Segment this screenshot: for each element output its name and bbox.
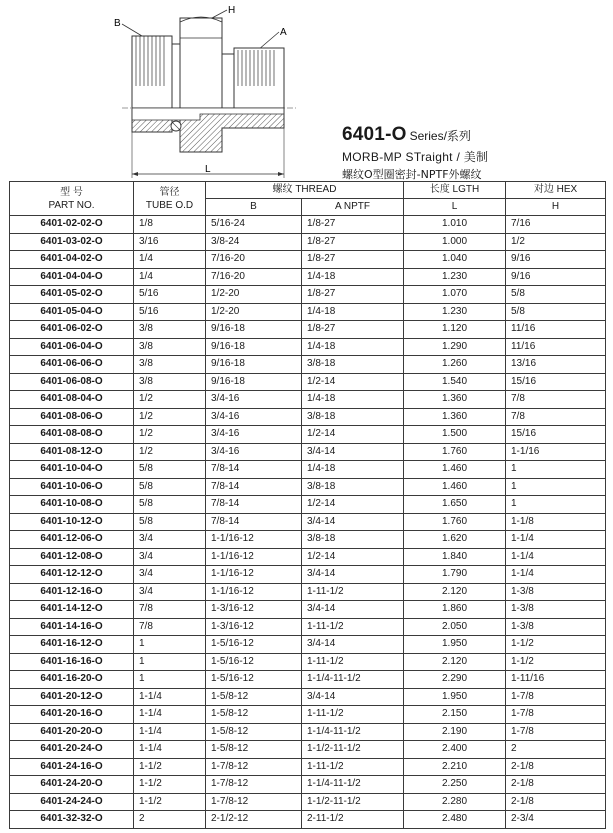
table-row (10, 706, 606, 724)
header-thread-b: B (206, 199, 302, 216)
thread-a-cell: 3/8-18 (302, 478, 404, 496)
thread-b-cell: 1-3/16-12 (206, 618, 302, 636)
thread-a-cell: 3/8-18 (302, 356, 404, 374)
table-row (10, 356, 606, 374)
length-cell: 2.150 (404, 706, 506, 724)
thread-a-cell: 1/2-14 (302, 496, 404, 514)
tube-od-cell: 1/8 (134, 216, 206, 234)
thread-b-cell: 1/2-20 (206, 303, 302, 321)
thread-a-cell: 2-11-1/2 (302, 811, 404, 829)
thread-a-cell: 1/2-14 (302, 373, 404, 391)
hex-cell: 11/16 (506, 338, 606, 356)
thread-a-cell: 3/4-14 (302, 566, 404, 584)
part-no-cell: 6401-02-02-O (10, 216, 134, 234)
thread-a-cell: 1/8-27 (302, 233, 404, 251)
hex-cell: 1 (506, 478, 606, 496)
part-no-cell: 6401-10-04-O (10, 461, 134, 479)
header-hex: 对边 HEX (506, 182, 606, 199)
hex-cell: 1-7/8 (506, 723, 606, 741)
part-no-cell: 6401-10-08-O (10, 496, 134, 514)
table-row (10, 653, 606, 671)
length-cell: 1.260 (404, 356, 506, 374)
tube-od-cell: 3/8 (134, 356, 206, 374)
length-cell: 1.540 (404, 373, 506, 391)
length-cell: 2.120 (404, 653, 506, 671)
tube-od-cell: 1-1/4 (134, 706, 206, 724)
length-cell: 1.120 (404, 321, 506, 339)
thread-b-cell: 1-5/16-12 (206, 653, 302, 671)
table-row (10, 513, 606, 531)
series-word: Series/系列 (409, 129, 471, 143)
tube-od-cell: 5/8 (134, 461, 206, 479)
tube-od-cell: 5/8 (134, 513, 206, 531)
thread-b-cell: 1-1/16-12 (206, 583, 302, 601)
length-cell: 1.460 (404, 478, 506, 496)
table-row (10, 478, 606, 496)
header-part-no: 型 号 PART NO. (10, 182, 134, 216)
table-row (10, 268, 606, 286)
thread-a-cell: 1-1/2-11-1/2 (302, 793, 404, 811)
thread-b-cell: 7/16-20 (206, 268, 302, 286)
hex-cell: 15/16 (506, 426, 606, 444)
thread-a-cell: 1-11-1/2 (302, 758, 404, 776)
thread-a-cell: 1-1/4-11-1/2 (302, 776, 404, 794)
tube-od-cell: 3/4 (134, 548, 206, 566)
table-row (10, 583, 606, 601)
length-cell: 1.790 (404, 566, 506, 584)
hex-cell: 1-1/4 (506, 566, 606, 584)
thread-a-cell: 1/8-27 (302, 251, 404, 269)
table-row (10, 776, 606, 794)
length-cell: 1.950 (404, 688, 506, 706)
label-h: H (228, 5, 236, 16)
tube-od-cell: 3/8 (134, 373, 206, 391)
part-no-cell: 6401-06-04-O (10, 338, 134, 356)
part-no-cell: 6401-24-16-O (10, 758, 134, 776)
hex-cell: 1-1/16 (506, 443, 606, 461)
thread-b-cell: 1-3/16-12 (206, 601, 302, 619)
thread-a-cell: 1-11-1/2 (302, 706, 404, 724)
table-row (10, 531, 606, 549)
thread-a-cell: 3/4-14 (302, 513, 404, 531)
tube-od-cell: 1 (134, 671, 206, 689)
part-no-cell: 6401-16-12-O (10, 636, 134, 654)
thread-a-cell: 1/4-18 (302, 303, 404, 321)
length-cell: 2.400 (404, 741, 506, 759)
thread-a-cell: 3/8-18 (302, 531, 404, 549)
hex-cell: 7/8 (506, 391, 606, 409)
tube-od-cell: 5/16 (134, 303, 206, 321)
hex-cell: 15/16 (506, 373, 606, 391)
part-no-cell: 6401-08-06-O (10, 408, 134, 426)
thread-a-cell: 1-1/2-11-1/2 (302, 741, 404, 759)
part-no-cell: 6401-03-02-O (10, 233, 134, 251)
table-row (10, 286, 606, 304)
subtitle-en: MORB-MP STraight / 美制 (342, 150, 489, 164)
tube-od-cell: 1-1/2 (134, 776, 206, 794)
tube-od-cell: 1/4 (134, 251, 206, 269)
thread-a-cell: 3/4-14 (302, 443, 404, 461)
part-no-cell: 6401-08-12-O (10, 443, 134, 461)
thread-a-cell: 1-11-1/2 (302, 583, 404, 601)
part-no-cell: 6401-04-02-O (10, 251, 134, 269)
thread-a-cell: 3/8-18 (302, 408, 404, 426)
table-row (10, 338, 606, 356)
thread-b-cell: 1-5/8-12 (206, 688, 302, 706)
thread-a-cell: 1-11-1/2 (302, 618, 404, 636)
table-row (10, 461, 606, 479)
tube-od-cell: 1/2 (134, 391, 206, 409)
table-row (10, 618, 606, 636)
title-block (342, 124, 488, 182)
thread-b-cell: 2-1/2-12 (206, 811, 302, 829)
header-tube-od: 管径 TUBE O.D (134, 182, 206, 216)
length-cell: 1.950 (404, 636, 506, 654)
thread-b-cell: 1-7/8-12 (206, 776, 302, 794)
thread-b-cell: 1-1/16-12 (206, 548, 302, 566)
hex-cell: 1-3/8 (506, 601, 606, 619)
thread-a-cell: 3/4-14 (302, 688, 404, 706)
length-cell: 2.190 (404, 723, 506, 741)
part-no-cell: 6401-08-04-O (10, 391, 134, 409)
part-no-cell: 6401-04-04-O (10, 268, 134, 286)
table-row (10, 233, 606, 251)
series-code: 6401-O (342, 124, 407, 145)
length-cell: 2.290 (404, 671, 506, 689)
part-no-cell: 6401-14-16-O (10, 618, 134, 636)
tube-od-cell: 3/4 (134, 566, 206, 584)
thread-b-cell: 7/8-14 (206, 478, 302, 496)
thread-b-cell: 5/16-24 (206, 216, 302, 234)
thread-b-cell: 7/8-14 (206, 513, 302, 531)
thread-b-cell: 3/8-24 (206, 233, 302, 251)
tube-od-cell: 1/2 (134, 426, 206, 444)
thread-b-cell: 7/16-20 (206, 251, 302, 269)
length-cell: 1.620 (404, 531, 506, 549)
thread-b-cell: 1-1/16-12 (206, 566, 302, 584)
tube-od-cell: 7/8 (134, 618, 206, 636)
thread-b-cell: 9/16-18 (206, 373, 302, 391)
thread-a-cell: 3/4-14 (302, 601, 404, 619)
tube-od-cell: 1/2 (134, 443, 206, 461)
tube-od-cell: 1-1/2 (134, 793, 206, 811)
thread-b-cell: 3/4-16 (206, 408, 302, 426)
thread-b-cell: 9/16-18 (206, 338, 302, 356)
header-thread: 螺纹 THREAD (206, 182, 404, 199)
tube-od-cell: 2 (134, 811, 206, 829)
hex-cell: 1/2 (506, 233, 606, 251)
hex-cell: 13/16 (506, 356, 606, 374)
part-no-cell: 6401-20-24-O (10, 741, 134, 759)
tube-od-cell: 3/4 (134, 531, 206, 549)
thread-a-cell: 1/8-27 (302, 216, 404, 234)
tube-od-cell: 3/4 (134, 583, 206, 601)
tube-od-cell: 1-1/2 (134, 758, 206, 776)
tube-od-cell: 1/4 (134, 268, 206, 286)
label-b: B (114, 18, 121, 29)
part-no-cell: 6401-06-02-O (10, 321, 134, 339)
table-row (10, 216, 606, 234)
thread-a-cell: 1/4-18 (302, 391, 404, 409)
thread-b-cell: 1/2-20 (206, 286, 302, 304)
length-cell: 1.000 (404, 233, 506, 251)
part-no-cell: 6401-05-04-O (10, 303, 134, 321)
length-cell: 1.360 (404, 391, 506, 409)
part-no-cell: 6401-05-02-O (10, 286, 134, 304)
thread-b-cell: 9/16-18 (206, 321, 302, 339)
tube-od-cell: 1-1/4 (134, 723, 206, 741)
thread-b-cell: 1-1/16-12 (206, 531, 302, 549)
hex-cell: 9/16 (506, 251, 606, 269)
part-no-cell: 6401-06-08-O (10, 373, 134, 391)
tube-od-cell: 1 (134, 653, 206, 671)
table-row (10, 373, 606, 391)
label-l: L (205, 164, 211, 175)
length-cell: 1.840 (404, 548, 506, 566)
part-no-cell: 6401-12-16-O (10, 583, 134, 601)
hex-cell: 1-1/4 (506, 548, 606, 566)
hex-cell: 5/8 (506, 303, 606, 321)
thread-a-cell: 1-11-1/2 (302, 653, 404, 671)
part-no-cell: 6401-10-12-O (10, 513, 134, 531)
length-cell: 1.860 (404, 601, 506, 619)
thread-a-cell: 1/4-18 (302, 338, 404, 356)
length-cell: 1.070 (404, 286, 506, 304)
hex-cell: 2-1/8 (506, 776, 606, 794)
hex-cell: 1-1/2 (506, 636, 606, 654)
thread-b-cell: 7/8-14 (206, 496, 302, 514)
thread-a-cell: 1-1/4-11-1/2 (302, 723, 404, 741)
hex-cell: 9/16 (506, 268, 606, 286)
tube-od-cell: 1/2 (134, 408, 206, 426)
thread-b-cell: 1-5/16-12 (206, 636, 302, 654)
length-cell: 1.360 (404, 408, 506, 426)
table-row (10, 321, 606, 339)
part-no-cell: 6401-14-12-O (10, 601, 134, 619)
tube-od-cell: 3/8 (134, 338, 206, 356)
length-cell: 1.010 (404, 216, 506, 234)
table-row (10, 811, 606, 829)
header-hex-h: H (506, 199, 606, 216)
part-no-cell: 6401-24-20-O (10, 776, 134, 794)
table-row (10, 426, 606, 444)
tube-od-cell: 3/8 (134, 321, 206, 339)
hex-cell: 2-3/4 (506, 811, 606, 829)
part-no-cell: 6401-06-06-O (10, 356, 134, 374)
hex-cell: 2 (506, 741, 606, 759)
thread-a-cell: 1/2-14 (302, 548, 404, 566)
tube-od-cell: 1-1/4 (134, 688, 206, 706)
length-cell: 2.480 (404, 811, 506, 829)
thread-a-cell: 1/2-14 (302, 426, 404, 444)
table-body (10, 216, 606, 829)
hex-cell: 1-3/8 (506, 583, 606, 601)
hex-cell: 7/16 (506, 216, 606, 234)
thread-b-cell: 3/4-16 (206, 443, 302, 461)
table-row (10, 566, 606, 584)
part-no-cell: 6401-12-08-O (10, 548, 134, 566)
part-no-cell: 6401-16-20-O (10, 671, 134, 689)
hex-cell: 1-7/8 (506, 706, 606, 724)
hex-cell: 1-1/8 (506, 513, 606, 531)
thread-b-cell: 1-7/8-12 (206, 793, 302, 811)
length-cell: 2.280 (404, 793, 506, 811)
table-row (10, 688, 606, 706)
length-cell: 2.250 (404, 776, 506, 794)
part-no-cell: 6401-32-32-O (10, 811, 134, 829)
hex-cell: 1-1/4 (506, 531, 606, 549)
length-cell: 1.650 (404, 496, 506, 514)
part-no-cell: 6401-20-12-O (10, 688, 134, 706)
header-length: 长度 LGTH (404, 182, 506, 199)
header-thread-a: A NPTF (302, 199, 404, 216)
table-row (10, 391, 606, 409)
thread-a-cell: 1/4-18 (302, 268, 404, 286)
label-a: A (280, 27, 287, 38)
table-row (10, 251, 606, 269)
hex-cell: 1 (506, 461, 606, 479)
length-cell: 1.760 (404, 513, 506, 531)
part-no-cell: 6401-10-06-O (10, 478, 134, 496)
length-cell: 1.760 (404, 443, 506, 461)
hex-cell: 1-7/8 (506, 688, 606, 706)
table-row (10, 741, 606, 759)
hex-cell: 1 (506, 496, 606, 514)
part-no-cell: 6401-20-16-O (10, 706, 134, 724)
part-no-cell: 6401-12-06-O (10, 531, 134, 549)
hex-cell: 2-1/8 (506, 793, 606, 811)
thread-a-cell: 1/8-27 (302, 321, 404, 339)
table-row (10, 793, 606, 811)
thread-b-cell: 1-7/8-12 (206, 758, 302, 776)
spec-table (9, 181, 606, 829)
tube-od-cell: 3/16 (134, 233, 206, 251)
length-cell: 2.210 (404, 758, 506, 776)
thread-b-cell: 1-5/8-12 (206, 706, 302, 724)
thread-b-cell: 1-5/16-12 (206, 671, 302, 689)
part-no-cell: 6401-16-16-O (10, 653, 134, 671)
tube-od-cell: 1-1/4 (134, 741, 206, 759)
table-row (10, 303, 606, 321)
hex-cell: 2-1/8 (506, 758, 606, 776)
length-cell: 2.050 (404, 618, 506, 636)
length-cell: 1.290 (404, 338, 506, 356)
header-length-l: L (404, 199, 506, 216)
table-row (10, 548, 606, 566)
table-row (10, 758, 606, 776)
thread-a-cell: 1/4-18 (302, 461, 404, 479)
table-row (10, 443, 606, 461)
thread-a-cell: 1-1/4-11-1/2 (302, 671, 404, 689)
length-cell: 1.230 (404, 303, 506, 321)
hex-cell: 1-11/16 (506, 671, 606, 689)
part-no-cell: 6401-20-20-O (10, 723, 134, 741)
hex-cell: 11/16 (506, 321, 606, 339)
thread-b-cell: 3/4-16 (206, 391, 302, 409)
length-cell: 1.230 (404, 268, 506, 286)
hex-cell: 1-1/2 (506, 653, 606, 671)
thread-b-cell: 3/4-16 (206, 426, 302, 444)
thread-b-cell: 7/8-14 (206, 461, 302, 479)
length-cell: 1.460 (404, 461, 506, 479)
table-row (10, 408, 606, 426)
series-heading (342, 124, 488, 146)
fitting-drawing (100, 2, 310, 180)
table-row (10, 636, 606, 654)
hex-cell: 1-3/8 (506, 618, 606, 636)
table-row (10, 601, 606, 619)
thread-b-cell: 9/16-18 (206, 356, 302, 374)
subtitle-cn: 螺纹O型圈密封-NPTF外螺纹 (342, 168, 482, 181)
table-row (10, 496, 606, 514)
tube-od-cell: 1 (134, 636, 206, 654)
table-row (10, 671, 606, 689)
part-no-cell: 6401-24-24-O (10, 793, 134, 811)
part-no-cell: 6401-12-12-O (10, 566, 134, 584)
table-row (10, 723, 606, 741)
thread-a-cell: 1/8-27 (302, 286, 404, 304)
tube-od-cell: 7/8 (134, 601, 206, 619)
thread-b-cell: 1-5/8-12 (206, 723, 302, 741)
tube-od-cell: 5/8 (134, 478, 206, 496)
length-cell: 2.120 (404, 583, 506, 601)
tube-od-cell: 5/16 (134, 286, 206, 304)
hex-cell: 5/8 (506, 286, 606, 304)
length-cell: 1.040 (404, 251, 506, 269)
length-cell: 1.500 (404, 426, 506, 444)
tube-od-cell: 5/8 (134, 496, 206, 514)
hex-cell: 7/8 (506, 408, 606, 426)
part-no-cell: 6401-08-08-O (10, 426, 134, 444)
thread-b-cell: 1-5/8-12 (206, 741, 302, 759)
thread-a-cell: 3/4-14 (302, 636, 404, 654)
